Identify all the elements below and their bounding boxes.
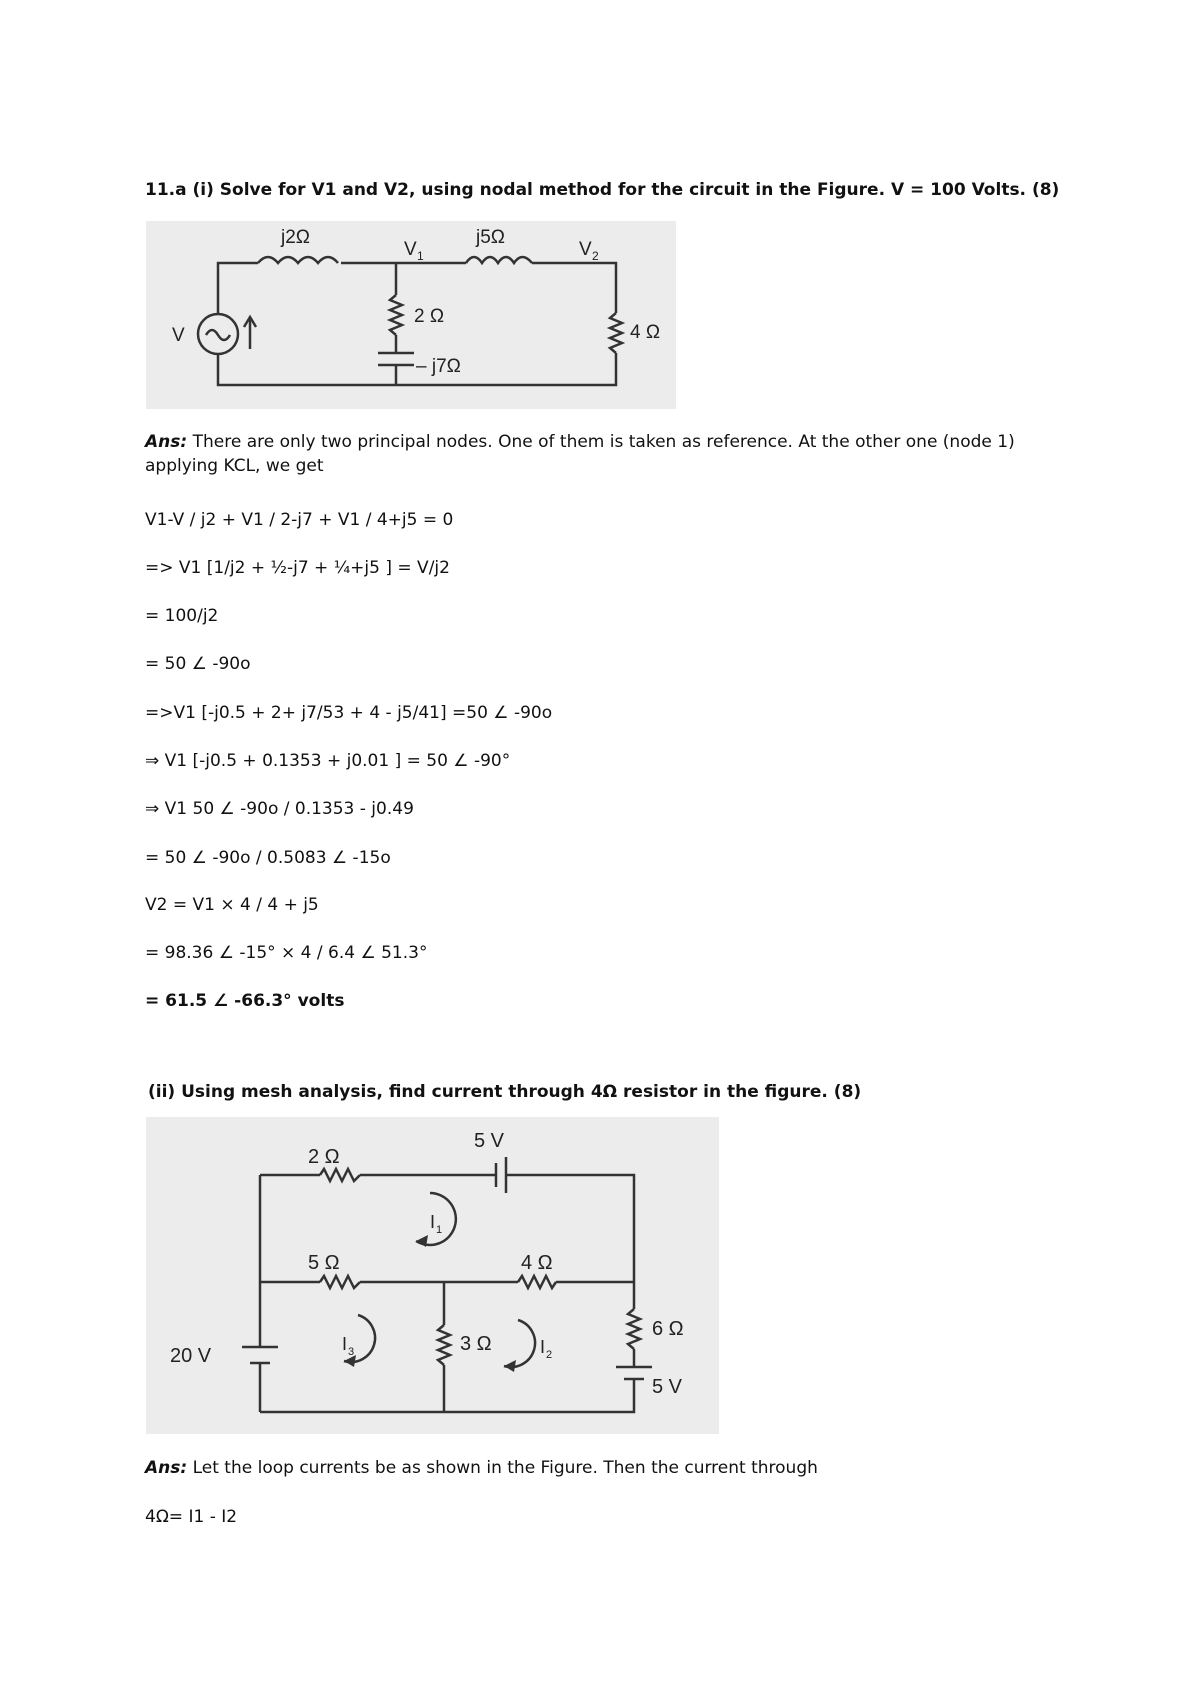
answer-2-label: Ans:: [145, 1458, 188, 1478]
node-1-label: V: [404, 239, 417, 260]
resistor-top-label: 2 Ω: [308, 1146, 340, 1168]
answer-2-intro: [145, 1456, 818, 1480]
loop-3-label: I: [342, 1334, 348, 1354]
answer-1-step: => V1 [1/j2 + ½-j7 + ¼+j5 ] = V/j2: [145, 558, 450, 578]
resistor-center-label: 3 Ω: [460, 1333, 492, 1355]
loop-1-subscript: 1: [436, 1224, 443, 1236]
inductor-2-label: j5Ω: [476, 227, 505, 248]
voltage-left-label: 20 V: [170, 1345, 212, 1367]
answer-1-text: There are only two principal nodes. One of them is taken as reference. At the other one (node 1) applying KCL, we get: [145, 432, 1015, 476]
answer-1-intro: [145, 430, 1065, 478]
answer-1-step: =>V1 [-j0.5 + 2+ j7/53 + 4 - j5/41] =50 ∠ -90o: [145, 703, 553, 723]
answer-1-step: = 100/j2: [145, 606, 219, 626]
node-2-label: V: [579, 239, 592, 260]
resistor-right-label: 6 Ω: [652, 1318, 684, 1340]
source-label: V: [172, 325, 185, 346]
answer-1-step: ⇒ V1 [-j0.5 + 0.1353 + j0.01 ] = 50 ∠ -90°: [145, 751, 511, 771]
loop-2-subscript: 2: [546, 1349, 553, 1361]
answer-1-step: = 50 ∠ -90o / 0.5083 ∠ -15o: [145, 848, 391, 868]
answer-1-step: ⇒ V1 50 ∠ -90o / 0.1353 - j0.49: [145, 799, 414, 819]
loop-1-label: I: [430, 1212, 436, 1232]
answer-2-line: 4Ω= I1 - I2: [145, 1507, 238, 1527]
answer-1-step: V2 = V1 × 4 / 4 + j5: [145, 895, 319, 915]
answer-2-text: Let the loop currents be as shown in the Figure. Then the current through: [192, 1458, 818, 1478]
resistor-right-label: 4 Ω: [630, 322, 661, 343]
figure-1-circuit: [146, 221, 676, 409]
resistor-mid-label: 2 Ω: [414, 306, 445, 327]
answer-1-step: V1-V / j2 + V1 / 2-j7 + V1 / 4+j5 = 0: [145, 510, 454, 530]
answer-1-final: = 61.5 ∠ -66.3° volts: [145, 991, 345, 1011]
voltage-right-label: 5 V: [652, 1376, 683, 1398]
voltage-top-label: 5 V: [474, 1130, 505, 1152]
answer-1-step: = 98.36 ∠ -15° × 4 / 6.4 ∠ 51.3°: [145, 943, 428, 963]
loop-3-subscript: 3: [348, 1346, 355, 1358]
inductor-1-label: j2Ω: [281, 227, 310, 248]
figure-2-circuit: [146, 1117, 719, 1434]
capacitor-label: – j7Ω: [416, 356, 461, 377]
loop-2-label: I: [540, 1337, 546, 1357]
node-1-subscript: 1: [417, 249, 424, 263]
question-1-title: 11.a (i) Solve for V1 and V2, using nodal method for the circuit in the Figure. V = 100 Volts. (8): [145, 180, 1060, 200]
resistor-left-mid-label: 5 Ω: [308, 1252, 340, 1274]
answer-1-label: Ans:: [145, 432, 188, 452]
answer-1-step: = 50 ∠ -90o: [145, 654, 251, 674]
node-2-subscript: 2: [592, 249, 599, 263]
resistor-right-mid-label: 4 Ω: [521, 1252, 553, 1274]
question-2-title: (ii) Using mesh analysis, find current through 4Ω resistor in the figure. (8): [148, 1082, 862, 1102]
